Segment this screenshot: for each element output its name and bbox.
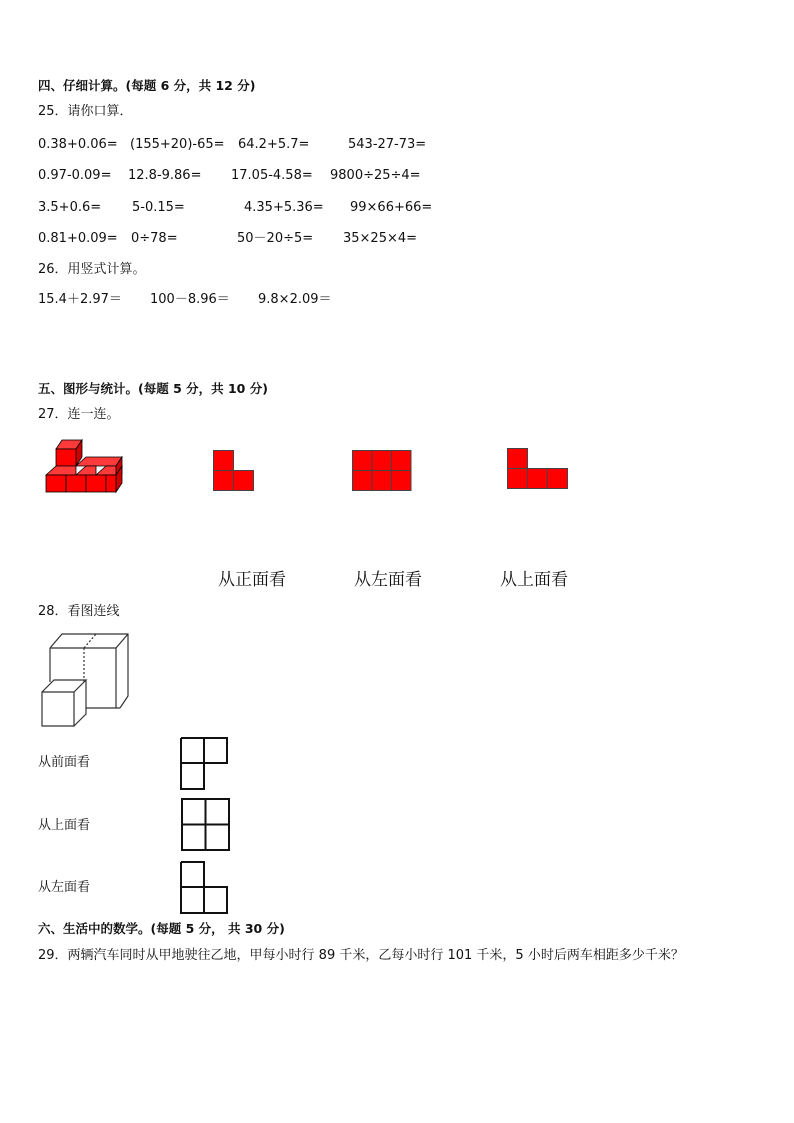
q26-item: 15.4＋2.97＝ (38, 292, 122, 307)
q28-grid-shape-3 (180, 861, 230, 915)
q27-view-shape-3 (507, 448, 569, 490)
q25-cell: 0.38+0.06= (38, 137, 118, 152)
q25-cell: 50－20÷5= (237, 231, 314, 246)
q28-grid-shape-2 (181, 798, 231, 852)
q25-cell: 3.5+0.6= (38, 200, 102, 215)
q25-cell: 9800÷25÷4= (330, 168, 421, 183)
q25-cell: (155+20)-65= (130, 137, 225, 152)
q27-view-shape-1 (213, 450, 255, 492)
q25-cell: 12.8-9.86= (128, 168, 202, 183)
q28-view-top: 从上面看 (38, 818, 91, 833)
section-4-title: 四、仔细计算。(每题 6 分，共 12 分) (38, 78, 256, 93)
q25-cell: 4.35+5.36= (244, 200, 324, 215)
q28-label: 28．看图连线 (38, 604, 120, 619)
q27-label: 27．连一连。 (38, 407, 120, 422)
q28-solid-figure (40, 632, 130, 728)
section-5-title: 五、图形与统计。(每题 5 分，共 10 分) (38, 381, 268, 396)
q26-label: 26．用竖式计算。 (38, 262, 146, 277)
q28-grid-shape-1 (180, 737, 230, 791)
q25-cell: 0.81+0.09= (38, 231, 118, 246)
q27-view-left: 从左面看 (354, 570, 422, 590)
q25-label: 25．请你口算． (38, 104, 133, 119)
q25-cell: 0÷78= (131, 231, 178, 246)
q27-view-top: 从上面看 (500, 570, 568, 590)
q27-view-front: 从正面看 (218, 570, 286, 590)
q25-cell: 99×66+66= (350, 200, 433, 215)
q26-item: 9.8×2.09＝ (258, 292, 332, 307)
q25-cell: 543-27-73= (348, 137, 427, 152)
q25-cell: 5-0.15= (132, 200, 185, 215)
q26-item: 100－8.96＝ (150, 292, 230, 307)
q25-cell: 64.2+5.7= (238, 137, 310, 152)
q25-cell: 17.05-4.58= (231, 168, 313, 183)
section-6-title: 六、生活中的数学。(每题 5 分， 共 30 分) (38, 921, 285, 936)
q27-view-shape-2 (352, 450, 412, 492)
q25-cell: 0.97-0.09= (38, 168, 112, 183)
q28-view-left: 从左面看 (38, 880, 91, 895)
q28-view-front: 从前面看 (38, 755, 91, 770)
q25-cell: 35×25×4= (343, 231, 418, 246)
q29-label: 29．两辆汽车同时从甲地驶往乙地，甲每小时行 89 千米，乙每小时行 101 千米，5 小时后两车相距多少千米？ (38, 948, 684, 963)
q27-solid-figure (40, 436, 130, 501)
